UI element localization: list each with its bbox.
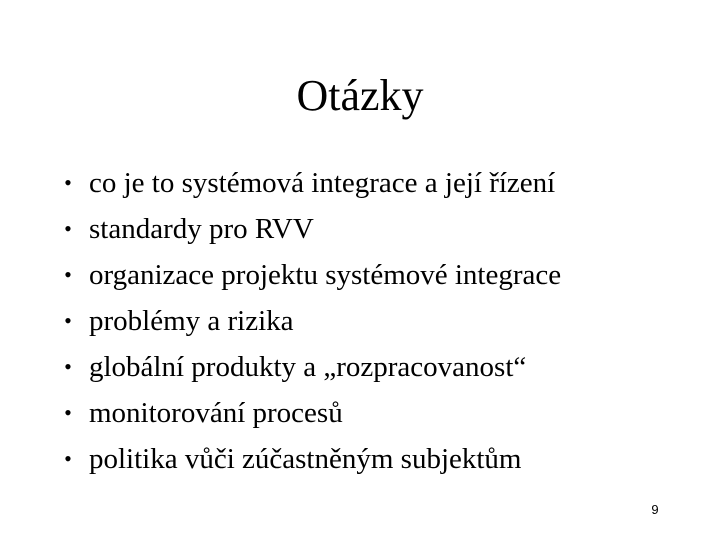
bullet-item [64, 344, 561, 390]
bullet-item [64, 252, 562, 298]
bullet-icon: • [64, 262, 72, 287]
page-number: 9 [651, 502, 659, 517]
bullet-text: politika vůči zúčastněným subjektům [89, 443, 522, 475]
bullet-item [64, 206, 561, 252]
slide-title: Otázky [296, 71, 424, 120]
bullet-text: organizace projektu systémové integrace [89, 259, 562, 291]
bullet-item [64, 436, 561, 482]
bullet-text: co je to systémová integrace a její řízení [89, 167, 556, 199]
bullet-text: monitorování procesů [89, 397, 343, 429]
bullet-icon: • [64, 354, 72, 379]
bullet-item [64, 160, 561, 206]
bullet-list [64, 160, 562, 482]
bullet-icon: • [64, 170, 72, 195]
bullet-icon: • [64, 400, 72, 425]
bullet-text: globální produkty a „rozpracovanost“ [89, 351, 527, 383]
bullet-item [64, 298, 561, 344]
bullet-icon: • [64, 216, 72, 241]
bullet-icon: • [64, 308, 72, 333]
bullet-item [64, 390, 561, 436]
bullet-text: problémy a rizika [89, 305, 294, 337]
bullet-icon: • [64, 446, 72, 471]
bullet-text: standardy pro RVV [89, 213, 314, 245]
